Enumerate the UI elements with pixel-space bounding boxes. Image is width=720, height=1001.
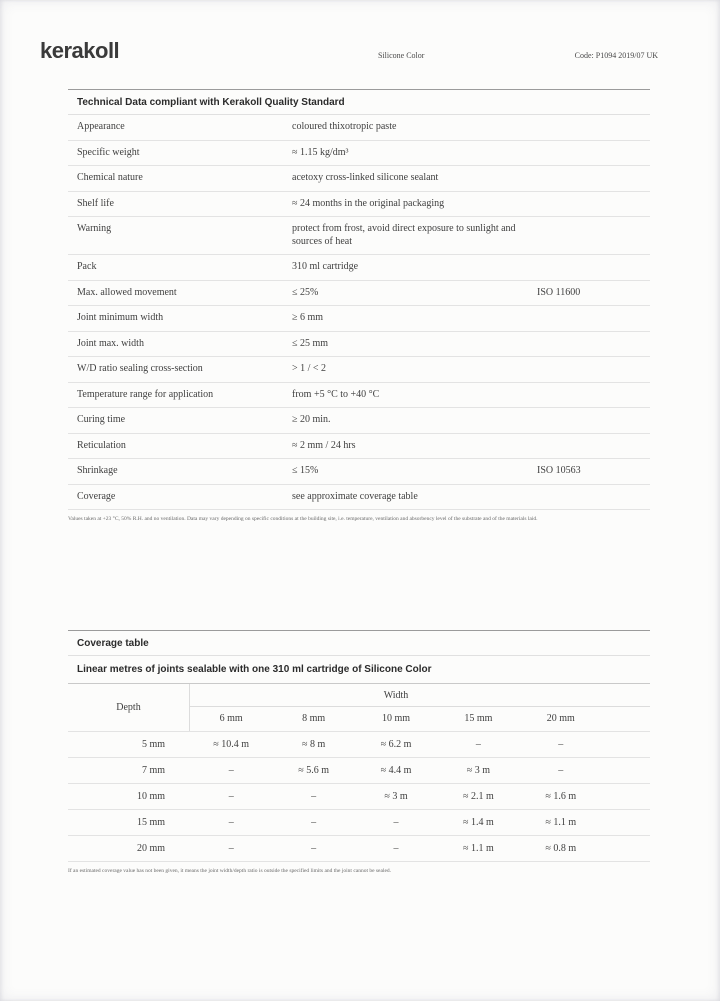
coverage-row-depth: 15 mm <box>136 817 165 828</box>
tech-table-row <box>68 254 650 280</box>
width-column-header: 15 mm <box>464 713 493 724</box>
tech-row-value: > 1 / < 2 <box>292 363 327 374</box>
width-column-header: 6 mm <box>219 713 243 724</box>
tech-row-label: Temperature range for application <box>77 388 214 400</box>
tech-row-label: Coverage <box>77 490 116 502</box>
coverage-row-depth: 10 mm <box>136 791 165 802</box>
coverage-cell: ≈ 2.1 m <box>463 791 494 802</box>
depth-column-header: Depth <box>68 684 190 731</box>
tech-row-standard <box>537 147 650 160</box>
tech-table-row <box>68 433 650 459</box>
technical-data-section <box>68 89 650 524</box>
tech-table-row <box>68 407 650 433</box>
coverage-table <box>68 683 650 862</box>
tech-row-label: Shelf life <box>77 197 114 209</box>
coverage-cell: – <box>558 739 564 750</box>
tech-row-value: ≈ 24 months in the original packaging <box>292 197 445 209</box>
coverage-cell: – <box>311 843 317 854</box>
tech-table-body <box>68 115 650 510</box>
coverage-row-depth: 7 mm <box>141 765 165 776</box>
tech-row-label: Appearance <box>77 121 125 132</box>
tech-row-standard <box>537 338 650 351</box>
coverage-cell: ≈ 5.6 m <box>298 765 329 776</box>
tech-row-value: ≥ 20 min. <box>292 414 331 425</box>
tech-row-standard <box>537 414 650 427</box>
coverage-table-body <box>68 731 650 861</box>
coverage-cell: – <box>228 817 234 828</box>
tech-table-row <box>68 484 650 510</box>
tech-row-standard: ISO 11600 <box>537 286 581 298</box>
tech-row-value: coloured thixotropic paste <box>292 121 397 132</box>
tech-row-label: Reticulation <box>77 439 126 451</box>
tech-row-value: from +5 °C to +40 °C <box>292 388 380 400</box>
coverage-cell: – <box>228 765 234 776</box>
tech-row-value: protect from frost, avoid direct exposure to sunlight and sources of heat <box>292 223 516 247</box>
coverage-footnote: If an estimated coverage value has not been given, it means the joint width/depth ratio is outside the specified limits and the joint cannot be sealed. <box>68 868 392 874</box>
tech-table-row <box>68 305 650 331</box>
kerakoll-logo: kerakoll <box>40 38 120 63</box>
tech-row-standard: ISO 10563 <box>537 465 581 476</box>
width-column-header: 20 mm <box>546 713 575 724</box>
coverage-cell: ≈ 10.4 m <box>213 739 250 750</box>
coverage-cell: ≈ 1.1 m <box>463 843 494 854</box>
tech-row-label: Shrinkage <box>77 465 118 476</box>
coverage-cell: ≈ 8 m <box>301 739 326 750</box>
tech-row-standard <box>537 491 650 504</box>
coverage-cell: – <box>311 791 317 802</box>
width-group-header: Width <box>190 684 650 707</box>
width-column-headers <box>190 707 650 731</box>
tech-row-label: Joint max. width <box>77 337 144 349</box>
coverage-cell: ≈ 3 m <box>466 765 491 776</box>
tech-row-label: Chemical nature <box>77 172 143 183</box>
technical-data-title: Technical Data compliant with Kerakoll Quality Standard <box>68 89 650 115</box>
document-code: Code: P1094 2019/07 UK <box>574 51 658 60</box>
technical-data-footnote: Values taken at +23 °C, 50% R.H. and no ventilation. Data may vary depending on specific conditions at the building site, i.e. temperature, ventilation and absorbency level of the substrate and of the materials laid. <box>68 516 538 522</box>
coverage-cell: – <box>228 791 234 802</box>
tech-row-value: see approximate coverage table <box>292 490 418 502</box>
tech-row-label: Curing time <box>77 414 126 425</box>
coverage-cell: – <box>311 817 317 828</box>
coverage-cell: – <box>558 765 564 776</box>
tech-table-row <box>68 331 650 357</box>
tech-row-value: 310 ml cartridge <box>292 261 359 272</box>
tech-row-standard <box>537 440 650 453</box>
tech-row-label: Warning <box>77 223 112 234</box>
tech-row-standard <box>537 121 650 134</box>
coverage-cell: ≈ 6.2 m <box>380 739 412 750</box>
coverage-table-row <box>68 783 650 809</box>
coverage-table-row <box>68 809 650 835</box>
tech-row-value: ≤ 25 mm <box>292 337 329 349</box>
coverage-table-title: Coverage table <box>68 630 650 655</box>
coverage-table-row <box>68 835 650 861</box>
coverage-cell: ≈ 1.1 m <box>545 817 577 828</box>
page-header <box>0 0 720 72</box>
coverage-cell: ≈ 4.4 m <box>380 765 412 776</box>
tech-row-label: W/D ratio sealing cross-section <box>77 363 203 374</box>
width-column-header: 8 mm <box>302 713 326 724</box>
coverage-cell: – <box>228 843 234 854</box>
tech-table-row <box>68 216 650 254</box>
coverage-cell: ≈ 0.8 m <box>545 843 577 854</box>
tech-table-row <box>68 356 650 382</box>
coverage-row-depth: 20 mm <box>136 843 165 854</box>
tech-row-standard <box>537 389 650 402</box>
coverage-cell: – <box>393 843 399 854</box>
width-column-header: 10 mm <box>381 713 411 724</box>
tech-row-label: Max. allowed movement <box>77 286 177 298</box>
tech-row-standard <box>537 198 650 211</box>
tech-table-row <box>68 165 650 191</box>
coverage-cell: ≈ 1.4 m <box>463 817 494 828</box>
tech-row-standard <box>537 363 650 376</box>
coverage-cell: – <box>475 739 481 750</box>
tech-row-value: ≤ 15% <box>292 465 319 476</box>
coverage-table-subtitle: Linear metres of joints sealable with one 310 ml cartridge of Silicone Color <box>68 655 650 683</box>
tech-table-row <box>68 115 650 140</box>
tech-row-label: Joint minimum width <box>77 312 164 323</box>
tech-row-value: ≈ 2 mm / 24 hrs <box>292 439 356 451</box>
coverage-section <box>68 630 650 876</box>
tech-row-standard <box>537 261 650 274</box>
tech-row-standard <box>537 172 650 185</box>
tech-row-label: Specific weight <box>77 146 140 158</box>
tech-table-row <box>68 280 650 306</box>
tech-row-value: ≥ 6 mm <box>292 312 324 323</box>
tech-row-value: acetoxy cross-linked silicone sealant <box>292 172 439 183</box>
tech-table-row <box>68 140 650 166</box>
tech-row-value: ≤ 25% <box>292 286 319 298</box>
coverage-cell: – <box>393 817 399 828</box>
coverage-row-depth: 5 mm <box>141 739 165 750</box>
tech-row-value: ≈ 1.15 kg/dm³ <box>292 146 349 158</box>
coverage-cell: ≈ 1.6 m <box>545 791 577 802</box>
tech-table-row <box>68 458 650 484</box>
coverage-table-row <box>68 757 650 783</box>
tech-row-label: Pack <box>77 261 97 272</box>
tech-row-standard <box>537 223 650 248</box>
tech-table-row <box>68 382 650 408</box>
coverage-table-row <box>68 731 650 757</box>
coverage-cell: ≈ 3 m <box>384 791 408 802</box>
tech-table-row <box>68 191 650 217</box>
product-name: Silicone Color <box>378 51 425 60</box>
tech-row-standard <box>537 312 650 325</box>
